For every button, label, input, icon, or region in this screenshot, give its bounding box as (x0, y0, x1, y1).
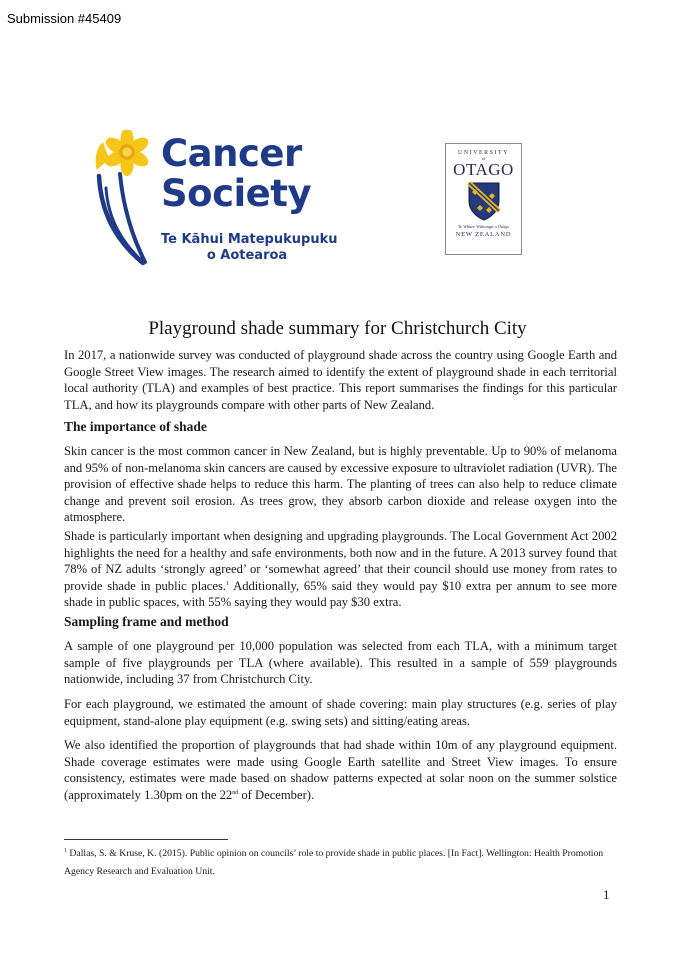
otago-motto: Te Whare Wānanga o Otāgo (457, 224, 510, 229)
page-number: 1 (603, 887, 610, 902)
cancer-society-name: Cancer Society (161, 132, 312, 215)
footnote: $^1$ Dallas, S. & Kruse, K. (2015). Public opinion on councils’ role to provide shade in public places. [In Fact]. Wellington: Health Promotion Agency Research and Evaluation Unit. (64, 847, 604, 877)
cancer-society-logo (93, 130, 338, 270)
sampling-paragraph-3: We also identified the proportion of playgrounds that had shade within 10m of any playground equipment. Shade coverage estimates were made using Google Earth satellite and Street View images. To ensure consistency, estimates were made based on shadow patterns expected at solar noon on the summer solstice (approximately 1.30pm on the 22nd of December). (64, 738, 617, 802)
footnote-ref: 1 (226, 580, 230, 587)
heading-importance-of-shade: The importance of shade (64, 419, 207, 434)
heading-sampling-frame: Sampling frame and method (64, 614, 229, 629)
intro-paragraph: In 2017, a nationwide survey was conducted of playground shade across the country using Google Earth and Google Street View images. The research aimed to identify the extent of playground shade in each territorial local authority (TLA) and examples of best practice. This report summarises the findings for this particular TLA, and how its playgrounds compare with other parts of New Zealand. (64, 348, 617, 412)
daffodil-icon (93, 130, 155, 266)
otago-country: NEW ZEALAND (455, 231, 512, 238)
footnote-marker: 1 (64, 847, 67, 854)
document-title: Playground shade summary for Christchurch City (148, 318, 527, 339)
otago-crest-icon (467, 181, 501, 221)
otago-name: OTAGO (453, 160, 514, 179)
sampling-paragraph-2: For each playground, we estimated the amount of shade covering: main play structures (e.g. series of play equipment, stand-alone play equipment (e.g. swing sets) and sitting/eating areas. (64, 697, 617, 728)
sampling-paragraph-1: A sample of one playground per 10,000 population was selected from each TLA, with a minimum target sample of five playgrounds per TLA (where available). This resulted in a sample of 559 playgrounds nationwide, including 37 from Christchurch City. (64, 639, 617, 686)
cancer-society-maori-name: Te Kāhui Matepukupuku o Aotearoa (161, 232, 338, 263)
otago-of-label: of (481, 156, 486, 161)
importance-paragraph-1: Skin cancer is the most common cancer in New Zealand, but is highly preventable. Up to 90% of melanoma and 95% of non-melanoma skin cancers are caused by excessive exposure to ultraviolet radiation (UVR). The provision of effective shade helps to reduce this harm. The planting of trees can also help to reduce climate change and prevent soil erosion. As trees grow, they absorb carbon dioxide and release oxygen into the atmosphere. (64, 444, 618, 524)
importance-paragraph-2: Shade is particularly important when designing and upgrading playgrounds. The Local Government Act 2002 highlights the need for a healthy and safe environments, both now and in the future. A 2013 survey found that 78% of NZ adults ‘strongly agreed’ or ‘somewhat agreed’ that their council should use money from rates to provide shade in public places.$^1$ Additionally, 65% said they would pay $10 extra per annum to see more shade in public spaces, with 55% saying they would pay $30 extra. (64, 529, 617, 609)
submission-label: Submission #45409 (7, 11, 122, 26)
otago-logo (445, 143, 522, 255)
ordinal-suffix: nd (232, 789, 239, 796)
footnote-divider (64, 839, 228, 840)
otago-university-label: UNIVERSITY (458, 150, 509, 156)
